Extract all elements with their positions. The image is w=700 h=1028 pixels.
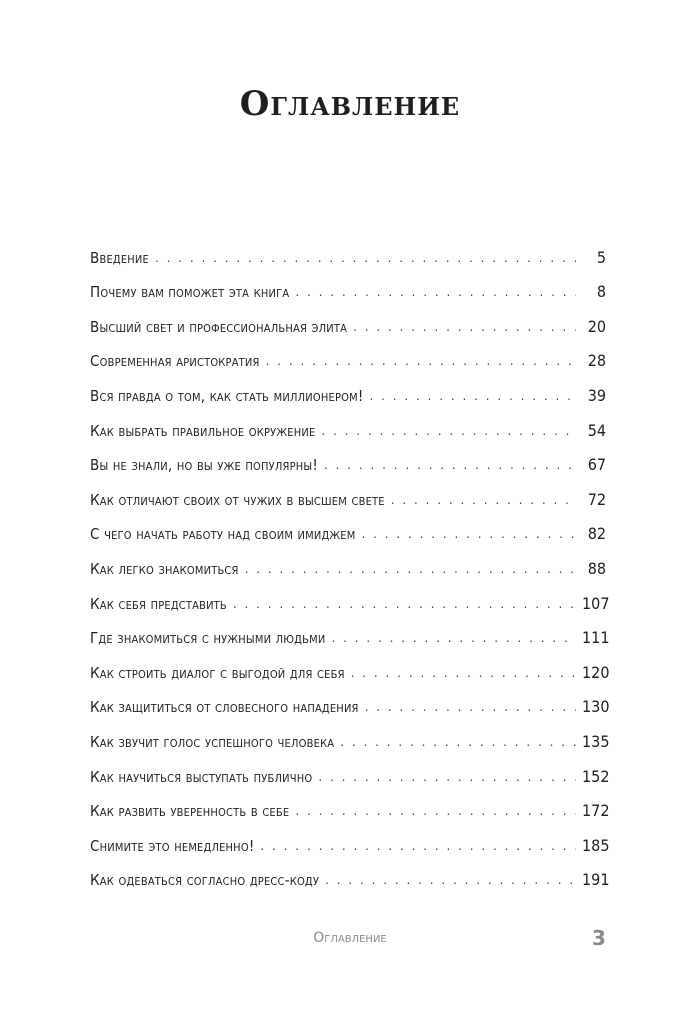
toc-entry: [90, 370, 606, 405]
toc-entry: [90, 647, 610, 682]
toc-dot-leader: [318, 771, 576, 786]
toc-entry-label: Как развить уверенность в себе: [90, 802, 290, 821]
toc-entry-page: 111: [582, 628, 610, 648]
toc-entry: [90, 855, 610, 890]
toc-entry: [90, 301, 606, 336]
toc-dot-leader: [351, 667, 576, 682]
toc-entry: [90, 543, 606, 578]
toc-entry-page: 191: [582, 870, 610, 890]
toc-entry: [90, 509, 606, 544]
toc-dot-leader: [340, 736, 576, 751]
page-title: Оглавление: [239, 84, 461, 124]
toc-entry-label: Высший свет и профессиональная элита: [90, 317, 348, 336]
toc-entry-label: Введение: [90, 248, 149, 267]
toc-entry-label: Современная аристократия: [90, 352, 260, 371]
toc-entry-label: Как выбрать правильное окружение: [90, 421, 316, 440]
toc-dot-leader: [155, 252, 576, 267]
toc-dot-leader: [295, 286, 576, 301]
toc-entry-page: 135: [582, 731, 610, 751]
toc-entry-label: Почему вам поможет эта книга: [90, 283, 290, 302]
toc-dot-leader: [361, 528, 576, 543]
toc-entry-page: 120: [582, 662, 610, 682]
toc-entry-page: 28: [587, 351, 606, 371]
toc-dot-leader: [324, 459, 576, 474]
toc-entry-page: 82: [587, 524, 606, 544]
toc-entry-label: Как легко знакомиться: [90, 559, 239, 578]
toc-entry-page: 20: [587, 316, 606, 336]
toc-entry: [90, 232, 606, 267]
toc-entry: [90, 474, 606, 509]
toc-entry: [90, 336, 606, 371]
toc-entry-page: 39: [587, 385, 606, 405]
toc-entry-label: Где знакомиться с нужными людьми: [90, 629, 326, 648]
toc-entry: [90, 613, 610, 648]
toc-entry-page: 88: [587, 558, 606, 578]
table-of-contents: [90, 232, 610, 890]
running-footer-title: Оглавление: [313, 930, 387, 946]
toc-entry-page: 5: [596, 247, 606, 267]
toc-entry: [90, 786, 610, 821]
toc-entry: [90, 820, 610, 855]
toc-entry-label: Вы не знали, но вы уже популярны!: [90, 456, 318, 475]
toc-entry-page: 185: [582, 835, 610, 855]
toc-dot-leader: [331, 632, 576, 647]
toc-entry-page: 54: [587, 420, 606, 440]
toc-entry-page: 107: [582, 593, 610, 613]
toc-entry-label: Вся правда о том, как стать миллионером!: [90, 386, 364, 405]
toc-dot-leader: [233, 598, 576, 613]
toc-dot-leader: [266, 355, 576, 370]
toc-dot-leader: [365, 701, 576, 716]
toc-entry: [90, 751, 610, 786]
toc-entry: [90, 267, 606, 302]
toc-entry-label: Снимите это немедленно!: [90, 836, 255, 855]
toc-entry-label: Как защититься от словесного нападения: [90, 698, 359, 717]
toc-entry-label: Как строить диалог с выгодой для себя: [90, 663, 345, 682]
toc-entry-label: Как одеваться согласно дресс-коду: [90, 871, 320, 890]
toc-entry-page: 8: [596, 282, 606, 302]
toc-entry-page: 72: [587, 489, 606, 509]
toc-entry: [90, 578, 610, 613]
toc-entry-page: 152: [582, 766, 610, 786]
toc-entry-label: Как себя представить: [90, 594, 227, 613]
toc-entry-label: Как отличают своих от чужих в высшем свете: [90, 490, 385, 509]
toc-entry-label: Как звучит голос успешного человека: [90, 732, 335, 751]
toc-dot-leader: [391, 494, 576, 509]
toc-entry: [90, 682, 610, 717]
toc-dot-leader: [260, 840, 576, 855]
toc-entry-page: 172: [582, 801, 610, 821]
toc-dot-leader: [245, 563, 576, 578]
toc-entry-page: 130: [582, 697, 610, 717]
toc-entry: [90, 716, 610, 751]
page-number: 3: [592, 926, 606, 950]
toc-entry: [90, 440, 606, 475]
toc-entry-page: 67: [587, 455, 606, 475]
toc-dot-leader: [369, 390, 576, 405]
toc-entry: [90, 405, 606, 440]
toc-entry-label: Как научиться выступать публично: [90, 767, 313, 786]
toc-dot-leader: [321, 425, 576, 440]
toc-dot-leader: [325, 874, 576, 889]
toc-dot-leader: [353, 321, 576, 336]
toc-entry-label: С чего начать работу над своим имиджем: [90, 525, 356, 544]
toc-dot-leader: [295, 805, 576, 820]
